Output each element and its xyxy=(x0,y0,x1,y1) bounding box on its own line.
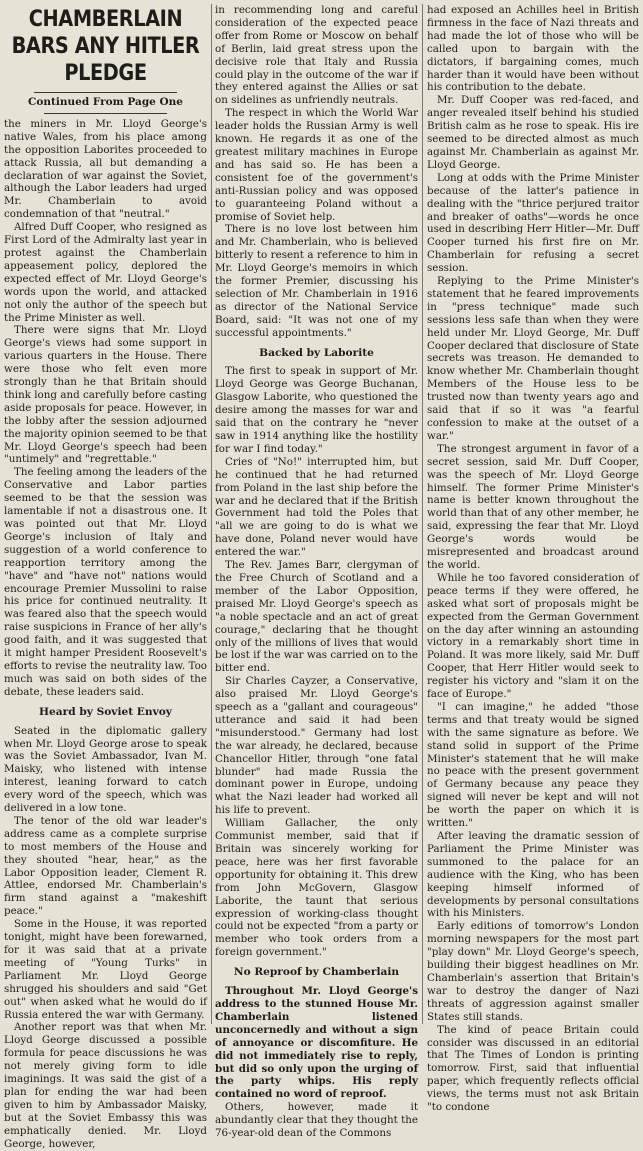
paragraph: While he too favored consideration of peace terms if they were offered, he asked what sort of proposals might be expected from the German Government on the day after winning an astounding victory in a remarkably short time in Poland. It was more likely, said Mr. Duff Cooper, that Herr Hitler would seek to register his victory and "slam it on the face of Europe." xyxy=(427,571,639,701)
paragraph: The tenor of the old war leader's address came as a complete surprise to most members of the House and they shouted "hear, hear," as the Labor Opposition leader, Clement R. Attlee, endorsed Mr. Chamberlain's firm stand against a "makeshift peace." xyxy=(4,814,207,918)
paragraph: William Gallacher, the only Communist member, said that if Britain was sincerely working for peace, here was her first favorable opportunity for obtaining it. This drew from John McGovern, Glasgow Laborite, the taunt that serious expression of working-class thought could not be expected "from a party or member who took orders from a foreign government." xyxy=(215,817,418,959)
continued-rule xyxy=(44,113,167,114)
continued-line: Continued From Page One xyxy=(28,96,183,108)
paragraph: The strongest argument in favor of a secret session, said Mr. Duff Cooper, was the speech of Mr. Lloyd George himself. The former Prime Minister's name is better known throughout the world than that of any other member, he said, expressing the fear that Mr. Lloyd George's words would be misrepresented and broadcast around the world. xyxy=(427,442,639,571)
column-2-body xyxy=(215,4,418,1140)
column-1-body xyxy=(4,118,207,1151)
paragraph: Sir Charles Cayzer, a Conservative, also praised Mr. Lloyd George's speech as a "gallant and courageous" utterance and said it had been "misunderstood." Germany had lost the war already, he declared, because Chancellor Hitler, through "one fatal blunder" had made Russia the dominant power in Europe, undoing what the Nazi leader had worked all his life to prevent. xyxy=(215,675,418,817)
subheading: Heard by Soviet Envoy xyxy=(39,705,172,718)
paragraph: Throughout Mr. Lloyd George's address to the stunned House Mr. Chamberlain listened unconcernedly and without a sign of annoyance or discomfiture. He did not immediately rise to reply, but did so only upon the urging of the party whips. His reply contained no word of reproof. xyxy=(215,985,418,1101)
paragraph: The feeling among the leaders of the Conservative and Labor parties seemed to be that the session was lamentable if not a disastrous one. It was pointed out that Mr. Lloyd George's inclusion of Italy and suggestion of a world conference to reapportion territory among the "have" and "have not" nations would encourage Premier Mussolini to raise his price for continued neutrality. It was feared also that the speech would raise suspicions in France of her ally's good faith, and it was suggested that it might hamper President Roosevelt's efforts to revise the neutrality law. Too much was said on both sides of the debate, these leaders said. xyxy=(4,466,207,698)
column-2 xyxy=(215,4,418,1140)
headline: CHAMBERLAIN BARS ANY HITLER PLEDGE xyxy=(11,6,200,86)
paragraph: Seated in the diplomatic gallery when Mr. Lloyd George arose to speak was the Soviet Ambassador, Ivan M. Maisky, who listened with intense interest, leaning forward to catch every word of the speech, which was delivered in a low tone. xyxy=(4,724,207,815)
paragraph: Some in the House, it was reported tonight, might have been forewarned, for it was said that at a private meeting of "Young Turks" in Parliament Mr. Lloyd George shrugged his shoulders and said "Get out" when asked what he would do if Russia entered the war with Germany. xyxy=(4,918,207,1021)
paragraph: Alfred Duff Cooper, who resigned as First Lord of the Admiralty last year in protest against the Chamberlain appeasement policy, deplored the expected effect of Mr. Lloyd George's words upon the world, and attacked not only the author of the speech but the Prime Minister as well. xyxy=(4,221,207,324)
paragraph: After leaving the dramatic session of Parliament the Prime Minister was summoned to the palace for an audience with the King, who has been keeping himself informed of developments by personal consultations with his Ministers. xyxy=(427,830,639,920)
subheading: No Reproof by Chamberlain xyxy=(233,966,400,979)
paragraph: The respect in which the World War leader holds the Russian Army is well known. He regards it as one of the greatest military machines in Europe and has said so. He has been a consistent foe of the government's anti-Russian policy and was opposed to guaranteeing Poland without a promise of Soviet help. xyxy=(215,107,418,223)
column-3-body xyxy=(427,4,639,1114)
subheading: Backed by Laborite xyxy=(259,346,374,359)
paragraph: Replying to the Prime Minister's statement that he feared improvements in "press technique" made such sessions less safe than when they were held under Mr. Lloyd George, Mr. Duff Cooper declared that disclosure of State secrets was treason. He demanded to know whether Mr. Chamberlain thought Members of the House less to be trusted now than twenty years ago and said that if so it was "a fearful confession to make at the outset of a war." xyxy=(427,275,639,442)
paragraph: Mr. Duff Cooper was red-faced, and anger revealed itself behind his studied British calm as he rose to speak. His ire seemed to be directed almost as much against Mr. Chamberlain as against Mr. Lloyd George. xyxy=(427,94,639,171)
paragraph: There were signs that Mr. Lloyd George's views had some support in various quarters in the House. There were those who felt even more strongly than he that Britain should think long and carefully before casting aside proposals for peace. However, in the lobby after the session adjourned the majority opinion seemed to be that Mr. Lloyd George's speech had been "untimely" and "regrettable." xyxy=(4,324,207,466)
paragraph: The Rev. James Barr, clergyman of the Free Church of Scotland and a member of the Labor Opposition, praised Mr. Lloyd George's speech as "a noble spectacle and an act of great courage," declaring that he thought only of the millions of lives that would be lost if the war was carried on to the bitter end. xyxy=(215,559,418,675)
paragraph: "I can imagine," he added "those terms and that treaty would be signed with the same signature as before. We stand solid in support of the Prime Minister's statement that he will make no peace with the present government of Germany because any peace they signed will never be kept and will not be worth the paper on which it is written." xyxy=(427,700,639,830)
paragraph: The first to speak in support of Mr. Lloyd George was George Buchanan, Glasgow Laborite, who questioned the desire among the masses for war and said that on the contrary he "never saw in 1914 anything like the hostility for war I find today." xyxy=(215,365,418,455)
headline-rule xyxy=(34,92,177,93)
paragraph: Another report was that when Mr. Lloyd George discussed a possible formula for peace discussions he was not merely giving form to idle imaginings. It was said the gist of a plan for ending the war had been given to him by Ambassador Maisky, but at the Soviet Embassy this was emphatically denied. Mr. Lloyd George, however, xyxy=(4,1021,207,1150)
paragraph: There is no love lost between him and Mr. Chamberlain, who is believed bitterly to resent a reference to him in Mr. Lloyd George's memoirs in which the former Premier, discussing his selection of Mr. Chamberlain in 1916 as director of the National Service Board, said: "It was not one of my successful appointments." xyxy=(215,223,418,339)
paragraph: Cries of "No!" interrupted him, but he continued that he had returned from Poland in the last ship before the war and he declared that if the British Government had told the Poles that "all we are going to do is what we have done, Poland never would have entered the war." xyxy=(215,455,418,559)
paragraph: Long at odds with the Prime Minister because of the latter's patience in dealing with the "thrice perjured traitor and breaker of oaths"—words he once used in describing Herr Hitler—Mr. Duff Cooper turned his first fire on Mr. Chamberlain for refusing a secret session. xyxy=(427,171,639,275)
paragraph: the miners in Mr. Lloyd George's native Wales, from his place among the opposition Laborites proceeded to attack Russia, all but demanding a declaration of war against the Soviet, although the Labor leaders had urged Mr. Chamberlain to avoid condemnation of that "neutral." xyxy=(4,117,207,221)
column-3 xyxy=(427,4,639,1114)
column-divider xyxy=(211,4,212,1024)
paragraph: Others, however, made it abundantly clear that they thought the 76-year-old dean of the Commons xyxy=(215,1101,418,1140)
paragraph: in recommending long and careful consideration of the expected peace offer from Rome or Moscow on behalf of Berlin, laid great stress upon the decisive role that Italy and Russia could play in the outcome of the war if they entered against the Allies or sat on sidelines as unfriendly neutrals. xyxy=(215,4,418,107)
column-1 xyxy=(4,4,207,1150)
paragraph: The kind of peace Britain could consider was discussed in an editorial that The Times of London is printing tomorrow. First, said that influential paper, which frequently reflects official views, the terms must not ask Britain "to condone xyxy=(427,1023,639,1114)
paragraph: had exposed an Achilles heel in British firmness in the face of Nazi threats and had made the lot of those who will be called upon to bargain with the dictators, if bargaining comes, much harder than it would have been without his contribution to the debate. xyxy=(427,4,639,94)
paragraph: Early editions of tomorrow's London morning newspapers for the most part "play down" Mr. Lloyd George's speech, building their biggest headlines on Mr. Chamberlain's assertion that Britain's war to destroy the danger of Nazi threats of aggression against smaller States still stands. xyxy=(427,920,639,1023)
column-divider xyxy=(422,4,423,1024)
